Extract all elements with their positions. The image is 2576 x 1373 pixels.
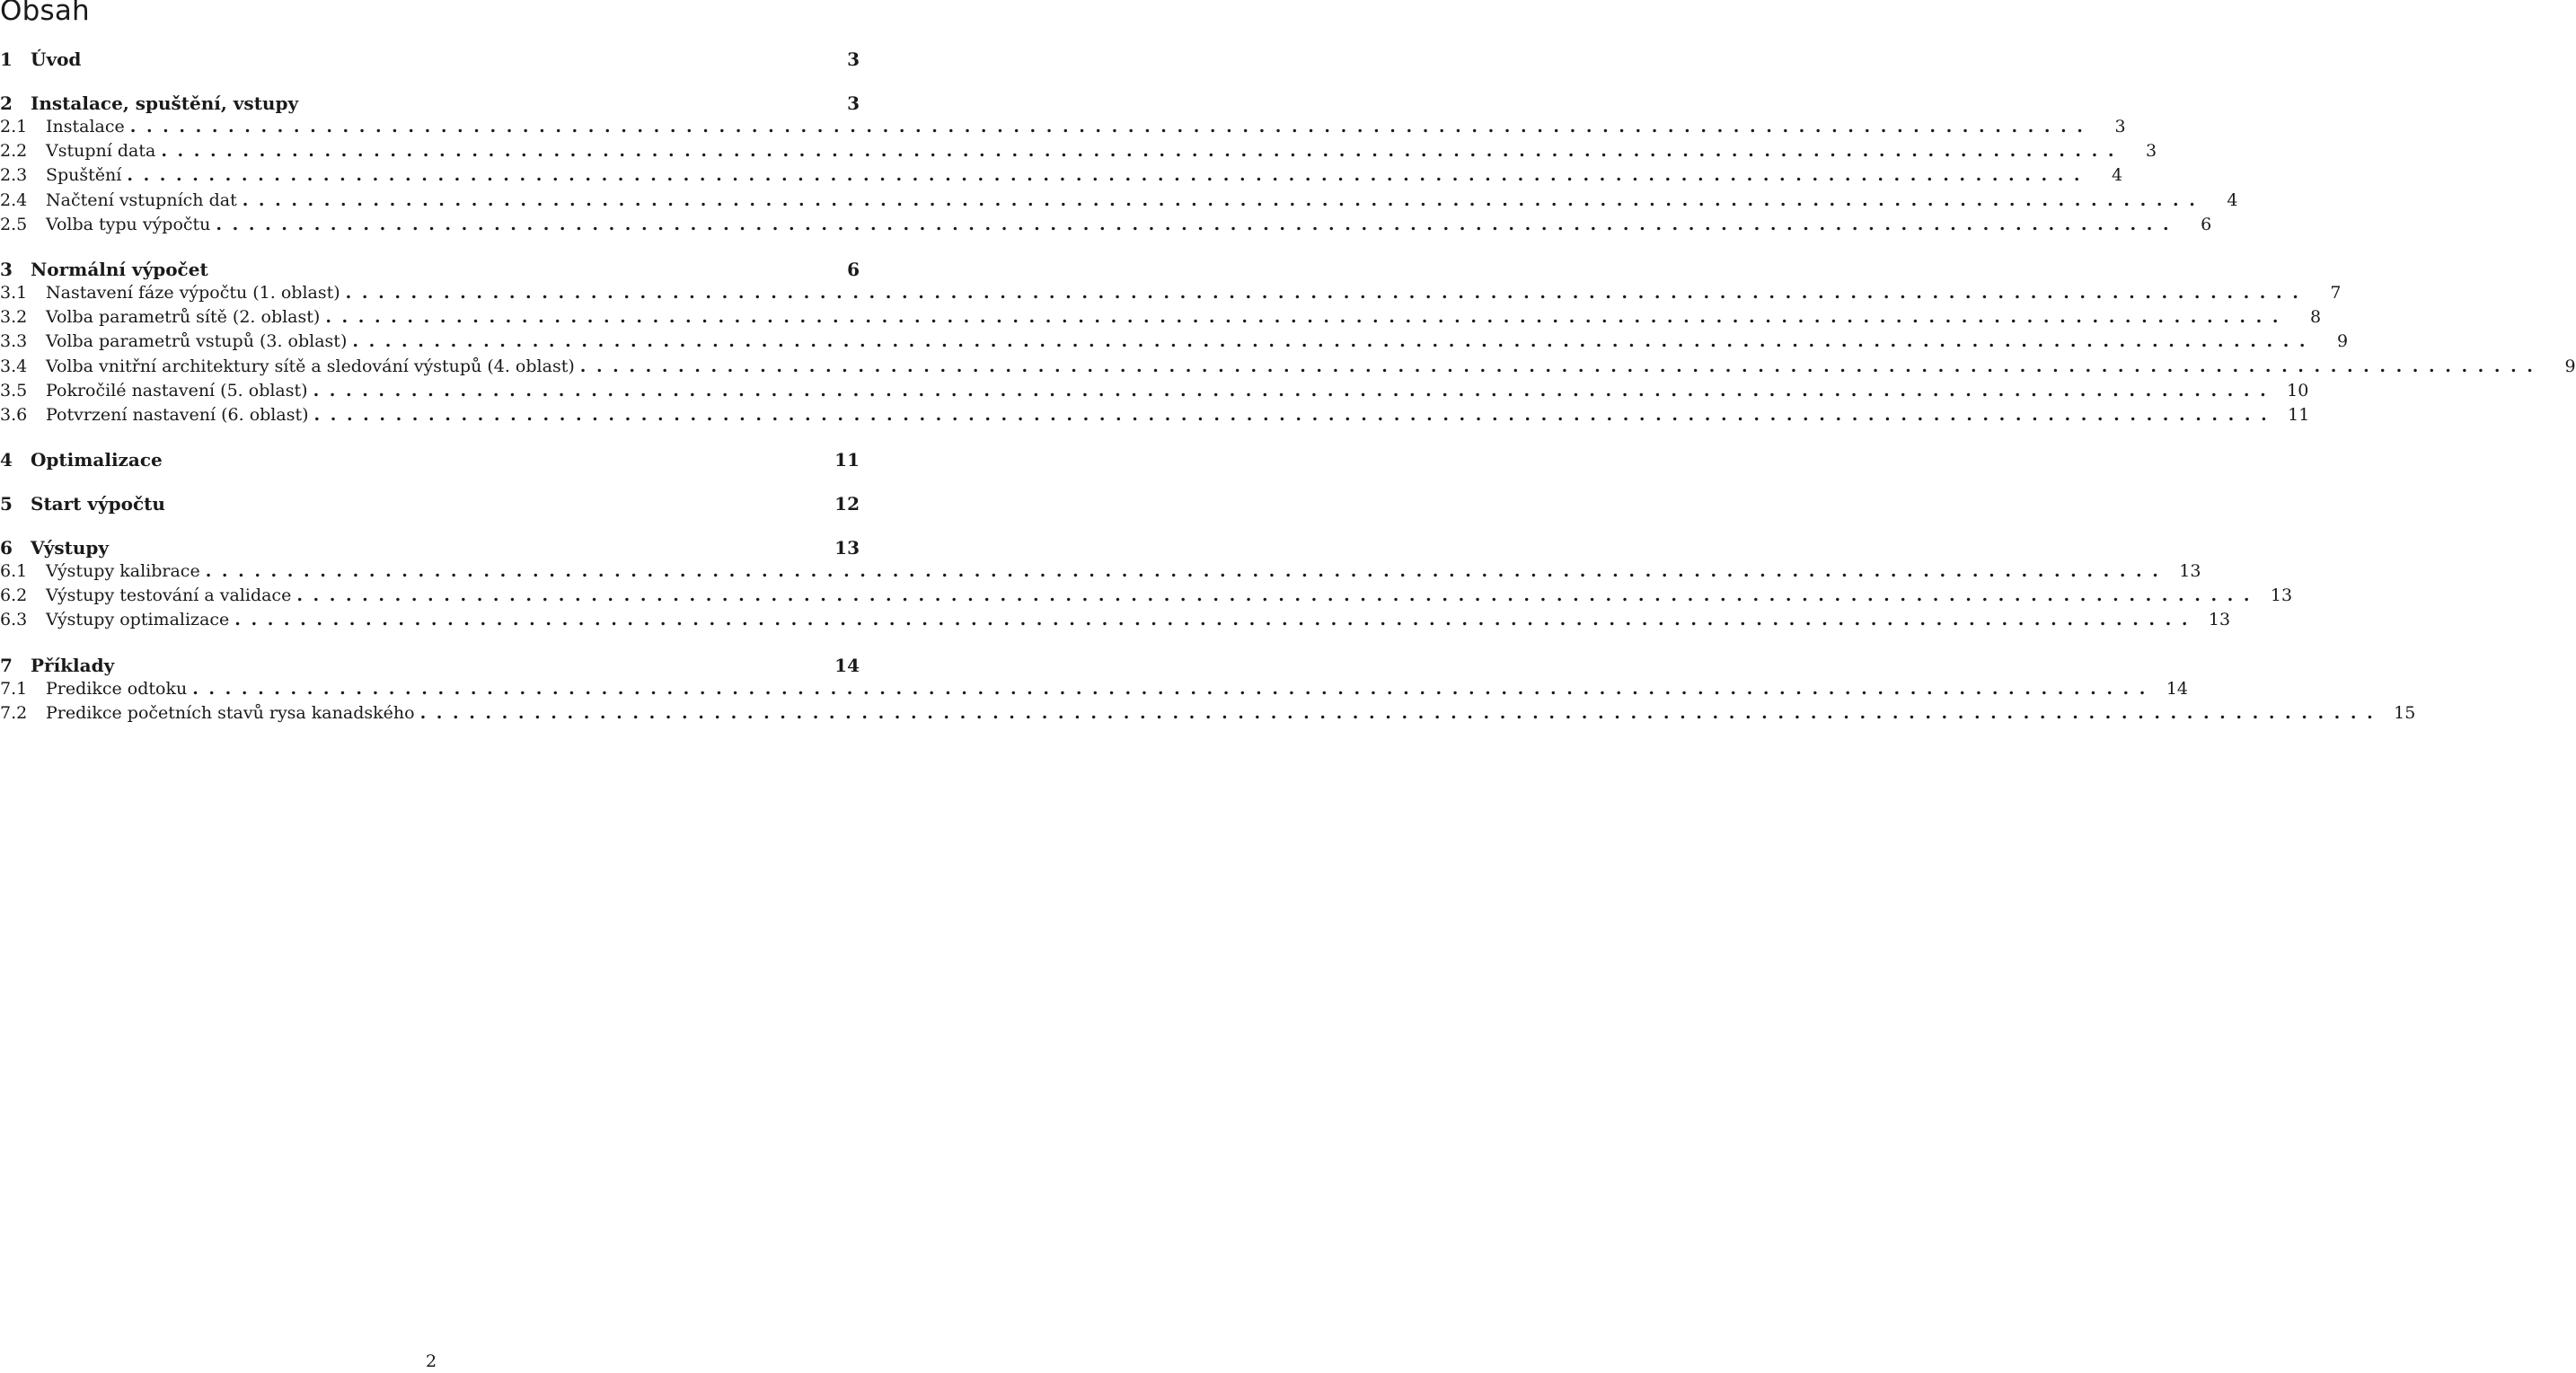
chapter-number: 2 bbox=[0, 92, 13, 114]
section-page-number: 10 bbox=[2287, 380, 2309, 400]
section-number: 6.3 bbox=[0, 610, 28, 630]
section-page-number: 8 bbox=[2310, 307, 2322, 328]
toc-section-entry[interactable] bbox=[0, 585, 2293, 610]
toc-chapter-entry[interactable] bbox=[0, 493, 860, 517]
toc-section-entry[interactable] bbox=[0, 141, 2157, 165]
toc-section-entry[interactable] bbox=[0, 678, 2188, 703]
section-title: Výstupy optimalizace bbox=[46, 610, 230, 630]
section-page-number: 7 bbox=[2330, 282, 2342, 303]
chapter-title: Instalace, spuštění, vstupy bbox=[31, 92, 299, 114]
dot-leader: ........................................................................................................................ bbox=[242, 189, 2206, 210]
section-number: 2.3 bbox=[0, 165, 28, 186]
chapter-number: 6 bbox=[0, 537, 13, 559]
dot-leader: ........................................................................................................................ bbox=[216, 214, 2180, 234]
section-number: 2.2 bbox=[0, 141, 28, 162]
section-number: 3.1 bbox=[0, 282, 28, 303]
section-page-number: 14 bbox=[2166, 678, 2188, 699]
section-title: Predikce početních stavů rysa kanadského bbox=[46, 702, 415, 723]
section-title: Načtení vstupních dat bbox=[46, 189, 237, 210]
section-title: Pokročilé nastavení (5. oblast) bbox=[46, 380, 308, 400]
table-of-contents bbox=[0, 41, 2576, 727]
dot-leader: ........................................................................................................................ bbox=[579, 356, 2544, 376]
toc-section-entry[interactable] bbox=[0, 561, 2201, 585]
chapter-page-number: 3 bbox=[847, 48, 860, 70]
section-title: Nastavení fáze výpočtu (1. oblast) bbox=[46, 282, 340, 303]
section-number: 6.2 bbox=[0, 585, 28, 606]
dot-leader: ........................................................................................................................ bbox=[325, 307, 2289, 328]
chapter-page-number: 6 bbox=[847, 258, 860, 280]
chapter-number: 7 bbox=[0, 654, 13, 676]
toc-section-entry[interactable] bbox=[0, 165, 2123, 189]
section-page-number: 13 bbox=[2208, 610, 2231, 630]
dot-leader: ........................................................................................................................ bbox=[296, 585, 2261, 606]
dot-leader: ........................................................................................................................ bbox=[129, 117, 2094, 136]
toc-chapter-entry[interactable] bbox=[0, 449, 860, 473]
section-title: Výstupy kalibrace bbox=[46, 561, 200, 582]
toc-section-entry[interactable] bbox=[0, 307, 2322, 331]
section-number: 3.5 bbox=[0, 380, 28, 400]
dot-leader: ........................................................................................................................ bbox=[192, 678, 2156, 699]
section-number: 3.2 bbox=[0, 307, 28, 328]
chapter-page-number: 12 bbox=[834, 493, 860, 515]
toc-heading: Obsah bbox=[0, 0, 90, 27]
section-page-number: 9 bbox=[2337, 331, 2349, 352]
toc-section-entry[interactable] bbox=[0, 282, 2342, 307]
chapter-title: Příklady bbox=[31, 654, 115, 676]
toc-section-entry[interactable] bbox=[0, 214, 2212, 239]
toc-section-entry[interactable] bbox=[0, 380, 2309, 405]
toc-section-entry[interactable] bbox=[0, 702, 2416, 727]
section-title: Volba typu výpočtu bbox=[46, 214, 211, 234]
section-page-number: 3 bbox=[2114, 117, 2126, 136]
section-number: 2.5 bbox=[0, 214, 28, 234]
section-page-number: 11 bbox=[2288, 404, 2310, 425]
chapter-page-number: 3 bbox=[847, 92, 860, 114]
chapter-number: 1 bbox=[0, 48, 13, 70]
section-number: 2.1 bbox=[0, 117, 28, 136]
chapter-number: 5 bbox=[0, 493, 13, 515]
dot-leader: ........................................................................................................................ bbox=[234, 610, 2199, 630]
section-title: Predikce odtoku bbox=[46, 678, 188, 699]
section-page-number: 4 bbox=[2112, 165, 2123, 186]
section-number: 2.4 bbox=[0, 189, 28, 210]
chapter-page-number: 13 bbox=[834, 537, 860, 559]
section-page-number: 9 bbox=[2564, 356, 2576, 376]
toc-section-entry[interactable] bbox=[0, 356, 2576, 381]
toc-chapter-entry[interactable] bbox=[0, 537, 860, 561]
chapter-page-number: 14 bbox=[834, 654, 860, 676]
dot-leader: ........................................................................................................................ bbox=[127, 165, 2091, 186]
section-number: 3.3 bbox=[0, 331, 28, 352]
section-title: Volba vnitřní architektury sítě a sledování výstupů (4. oblast) bbox=[46, 356, 575, 376]
section-page-number: 6 bbox=[2201, 214, 2212, 234]
section-page-number: 3 bbox=[2146, 141, 2157, 162]
chapter-title: Optimalizace bbox=[31, 449, 163, 471]
section-title: Vstupní data bbox=[46, 141, 156, 162]
dot-leader: ........................................................................................................................ bbox=[419, 702, 2384, 723]
toc-section-entry[interactable] bbox=[0, 610, 2231, 634]
dot-leader: ........................................................................................................................ bbox=[313, 380, 2277, 400]
chapter-page-number: 11 bbox=[834, 449, 860, 471]
chapter-title: Normální výpočet bbox=[31, 258, 208, 280]
section-number: 3.4 bbox=[0, 356, 28, 376]
section-title: Volba parametrů sítě (2. oblast) bbox=[46, 307, 321, 328]
dot-leader: ........................................................................................................................ bbox=[352, 331, 2316, 352]
toc-chapter-entry[interactable] bbox=[0, 92, 860, 117]
section-number: 7.2 bbox=[0, 702, 28, 723]
toc-chapter-entry[interactable] bbox=[0, 655, 860, 679]
section-number: 6.1 bbox=[0, 561, 28, 582]
section-page-number: 4 bbox=[2227, 189, 2238, 210]
section-title: Volba parametrů vstupů (3. oblast) bbox=[46, 331, 348, 352]
toc-chapter-entry[interactable] bbox=[0, 48, 860, 73]
section-number: 3.6 bbox=[0, 404, 28, 425]
chapter-title: Start výpočtu bbox=[31, 493, 165, 515]
chapter-title: Výstupy bbox=[31, 537, 109, 559]
chapter-number: 3 bbox=[0, 258, 13, 280]
dot-leader: ........................................................................................................................ bbox=[161, 141, 2125, 162]
section-title: Potvrzení nastavení (6. oblast) bbox=[46, 404, 309, 425]
section-title: Spuštění bbox=[46, 165, 122, 186]
section-title: Výstupy testování a validace bbox=[46, 585, 292, 606]
chapter-title: Úvod bbox=[31, 48, 82, 70]
section-number: 7.1 bbox=[0, 678, 28, 699]
dot-leader: ........................................................................................................................ bbox=[205, 561, 2169, 582]
section-page-number: 13 bbox=[2270, 585, 2293, 606]
toc-section-entry[interactable] bbox=[0, 117, 2126, 141]
dot-leader: ........................................................................................................................ bbox=[345, 282, 2309, 303]
toc-section-entry[interactable] bbox=[0, 331, 2349, 356]
chapter-number: 4 bbox=[0, 449, 13, 471]
section-title: Instalace bbox=[46, 117, 125, 136]
section-page-number: 15 bbox=[2394, 702, 2416, 723]
dot-leader: ........................................................................................................................ bbox=[313, 404, 2278, 425]
section-page-number: 13 bbox=[2179, 561, 2201, 582]
toc-section-entry[interactable] bbox=[0, 189, 2238, 215]
toc-chapter-entry[interactable] bbox=[0, 259, 860, 283]
toc-section-entry[interactable] bbox=[0, 404, 2310, 429]
page-number: 2 bbox=[425, 1351, 437, 1371]
